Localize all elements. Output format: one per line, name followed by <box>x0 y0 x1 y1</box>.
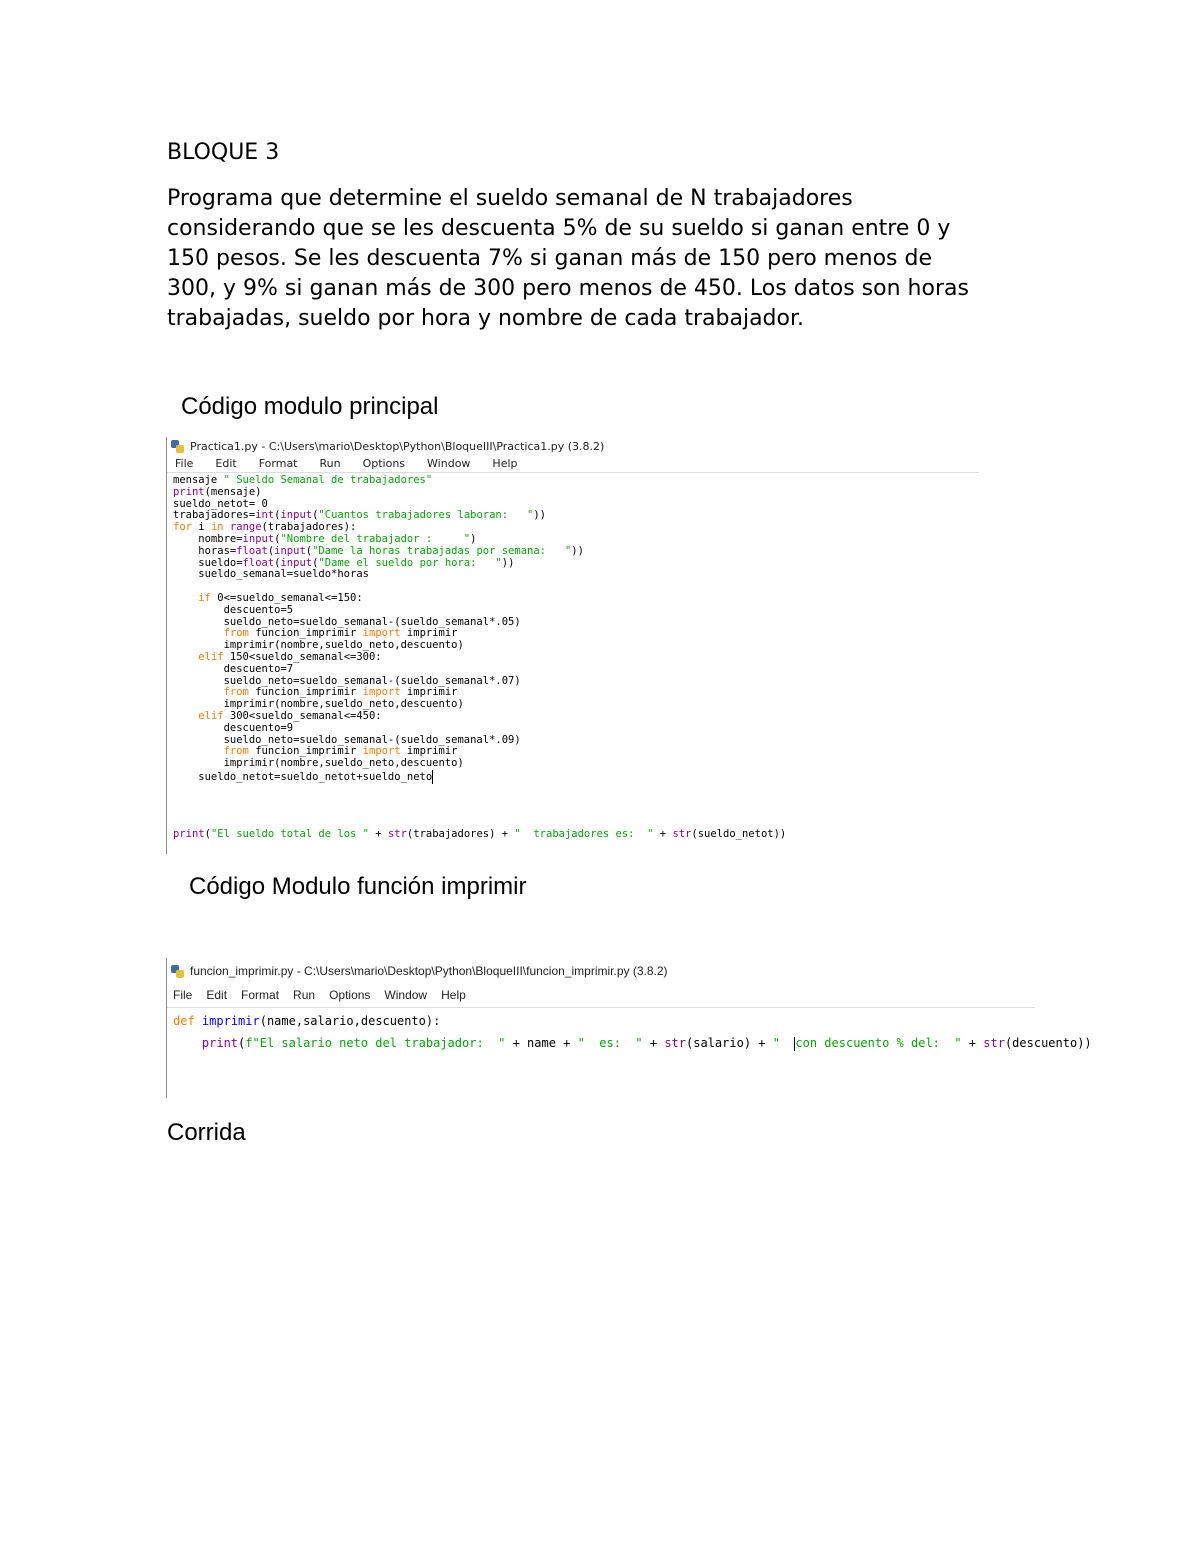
section-main-heading: Código modulo principal <box>181 393 439 420</box>
idle-window-main <box>166 437 979 854</box>
code-line: imprimir(nombre,sueldo_neto,descuento) <box>173 757 464 770</box>
code-line: descuento=7 <box>173 662 294 675</box>
code-editor[interactable] <box>173 475 979 841</box>
description-line: 150 pesos. Se les descuenta 7% si ganan más de 150 pero menos de <box>167 246 932 271</box>
window-title: Practica1.py - C:\Users\mario\Desktop\Python\BloqueIII\Practica1.py (3.8.2) <box>190 439 605 453</box>
description-line: trabajadas, sueldo por hora y nombre de cada trabajador. <box>167 306 804 331</box>
code-line: def imprimir(name,salario,descuento): <box>173 1014 441 1028</box>
menu-help[interactable]: Help <box>492 456 518 470</box>
code-line: print(f"El salario neto del trabajador: " + name + " es: " + str(salario) + " con descuento % del: " + str(descuento)) <box>201 1036 1092 1050</box>
menu-edit[interactable]: Edit <box>206 988 228 1002</box>
section-function-heading: Código Modulo función imprimir <box>189 873 527 900</box>
idle-window-function <box>166 958 1092 1098</box>
window-titlebar <box>167 958 1035 984</box>
block-heading: BLOQUE 3 <box>167 140 280 165</box>
python-file-icon <box>171 440 184 453</box>
menu-options[interactable]: Options <box>362 456 406 470</box>
code-line: trabajadores=int(input("Cuantos trabajadores laboran: ")) <box>173 509 547 522</box>
menu-bar <box>167 984 1035 1006</box>
code-line: elif 300<sueldo_semanal<=450: <box>198 709 382 722</box>
code-line: from funcion_imprimir import imprimir <box>223 745 458 758</box>
window-title: funcion_imprimir.py - C:\Users\mario\Desktop\Python\BloqueIII\funcion_imprimir.py (3.8.2) <box>190 964 668 978</box>
code-line: sueldo_neto=sueldo_semanal-(sueldo_semanal*.05) <box>173 615 521 628</box>
code-line: horas=float(input("Dame la horas trabajadas por semana: ")) <box>173 544 584 557</box>
python-file-icon <box>171 965 184 978</box>
code-line: mensaje " Sueldo Semanal de trabajadores" <box>173 474 433 486</box>
code-line: print(mensaje) <box>173 485 262 498</box>
code-editor[interactable] <box>173 1010 1092 1054</box>
code-line: descuento=9 <box>173 721 294 734</box>
code-line: elif 150<sueldo_semanal<=300: <box>198 650 382 663</box>
code-line: descuento=5 <box>173 603 294 616</box>
menu-options[interactable]: Options <box>329 988 371 1002</box>
menu-help[interactable]: Help <box>441 988 466 1002</box>
code-line: sueldo_netot=sueldo_netot+sueldo_neto <box>173 770 433 783</box>
code-line: sueldo_semanal=sueldo*horas <box>173 568 369 581</box>
code-line: from funcion_imprimir import imprimir <box>223 627 458 640</box>
text-cursor <box>432 770 433 784</box>
description-line: 300, y 9% si ganan más de 300 pero menos de 450. Los datos son horas <box>167 276 969 301</box>
code-line: sueldo_netot= 0 <box>173 497 268 510</box>
menu-edit[interactable]: Edit <box>215 456 237 470</box>
code-line: imprimir(nombre,sueldo_neto,descuento) <box>173 639 464 652</box>
menu-bar <box>167 455 979 471</box>
description-line: Programa que determine el sueldo semanal de N trabajadores <box>167 186 853 211</box>
menu-run[interactable]: Run <box>293 988 316 1002</box>
section-run-heading: Corrida <box>167 1119 246 1146</box>
code-line: sueldo_neto=sueldo_semanal-(sueldo_semanal*.07) <box>173 674 521 687</box>
menu-format[interactable]: Format <box>258 456 298 470</box>
problem-description <box>167 184 1047 334</box>
menu-run[interactable]: Run <box>319 456 341 470</box>
code-line: print("El sueldo total de los " + str(trabajadores) + " trabajadores es: " + str(sueldo_netot)) <box>173 827 787 840</box>
menu-file[interactable]: File <box>173 988 193 1002</box>
window-titlebar <box>167 437 979 455</box>
code-line: imprimir(nombre,sueldo_neto,descuento) <box>173 698 464 711</box>
code-line: sueldo=float(input("Dame el sueldo por hora: ")) <box>173 556 515 569</box>
code-line: for i in range(trabajadores): <box>173 521 357 534</box>
description-line: considerando que se les descuenta 5% de su sueldo si ganan entre 0 y <box>167 216 951 241</box>
code-line: from funcion_imprimir import imprimir <box>223 686 458 699</box>
menu-format[interactable]: Format <box>241 988 280 1002</box>
menu-window[interactable]: Window <box>384 988 428 1002</box>
code-line: nombre=input("Nombre del trabajador : ") <box>173 532 477 545</box>
code-line: sueldo_neto=sueldo_semanal-(sueldo_semanal*.09) <box>173 733 521 746</box>
code-line: if 0<=sueldo_semanal<=150: <box>198 591 363 604</box>
menu-window[interactable]: Window <box>427 456 471 470</box>
menu-file[interactable]: File <box>175 456 194 470</box>
